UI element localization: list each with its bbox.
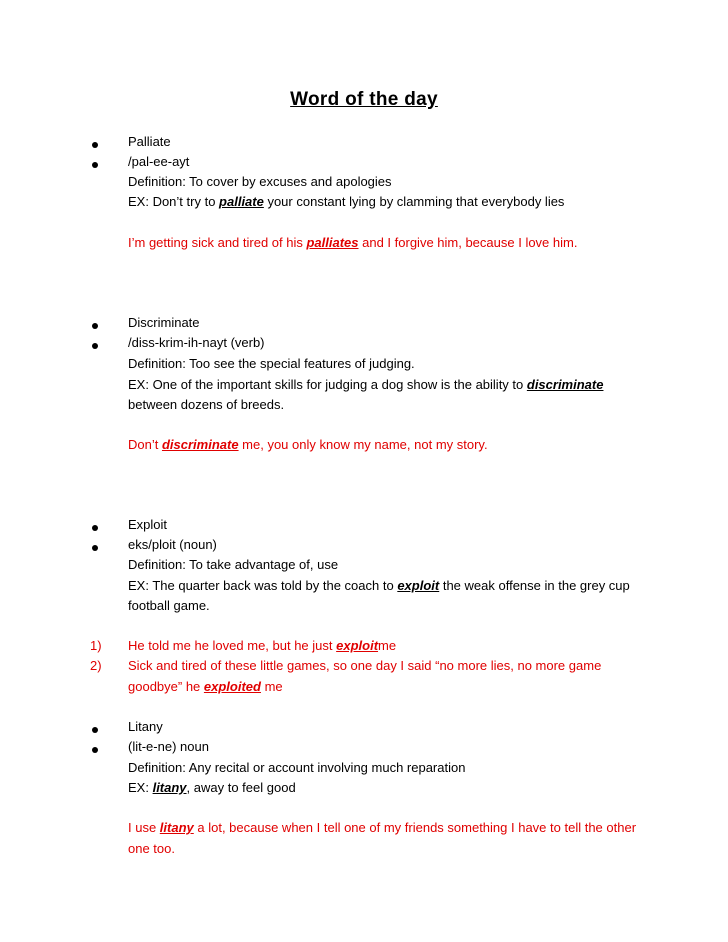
word-1-title: Palliate [128, 134, 171, 149]
word-2-sentence: Don’t discriminate me, you only know my name, not my story. [128, 437, 488, 452]
word-3-title: Exploit [128, 517, 168, 532]
word-2-pronunciation: /diss-krim-ih-nayt (verb) [128, 335, 265, 350]
word-1-example: EX: Don’t try to palliate your constant lying by clamming that everybody lies [128, 194, 565, 209]
list-number: 2) [90, 658, 102, 673]
document-title: Word of the day [290, 89, 438, 110]
word-2-example-line2: between dozens of breeds. [128, 397, 285, 412]
word-4-sentence-line2: one too. [128, 841, 175, 856]
list-number: 1) [90, 638, 102, 653]
word-4-definition: Definition: Any recital or account involving much reparation [128, 760, 466, 775]
word-4-example: EX: litany, away to feel good [128, 780, 296, 795]
word-4-pronunciation: (lit-e-ne) noun [128, 739, 209, 754]
word-1-definition: Definition: To cover by excuses and apologies [128, 174, 392, 189]
word-3-pronunciation: eks/ploit (noun) [128, 537, 217, 552]
bullet-icon [92, 545, 98, 551]
word-1-pronunciation: /pal-ee-ayt [128, 154, 190, 169]
bullet-icon [92, 323, 98, 329]
word-3-sentence-1: He told me he loved me, but he just exploitme [128, 638, 397, 653]
bullet-icon [92, 747, 98, 753]
word-3-example-line2: football game. [128, 598, 210, 613]
bullet-icon [92, 162, 98, 168]
word-4-title: Litany [128, 719, 163, 734]
word-3-definition: Definition: To take advantage of, use [128, 557, 339, 572]
word-4-sentence: I use litany a lot, because when I tell one of my friends something I have to tell the other [128, 820, 637, 835]
word-3-example: EX: The quarter back was told by the coach to exploit the weak offense in the grey cup [128, 578, 630, 593]
word-3-sentence-2: Sick and tired of these little games, so one day I said “no more lies, no more game [128, 658, 602, 673]
word-2-title: Discriminate [128, 315, 200, 330]
bullet-icon [92, 343, 98, 349]
word-2-example: EX: One of the important skills for judging a dog show is the ability to discriminate [128, 377, 604, 392]
bullet-icon [92, 727, 98, 733]
bullet-icon [92, 525, 98, 531]
bullet-icon [92, 142, 98, 148]
word-1-sentence: I’m getting sick and tired of his palliates and I forgive him, because I love him. [128, 235, 578, 250]
word-3-sentence-2-line2: goodbye” he exploited me [128, 679, 283, 694]
word-2-definition: Definition: Too see the special features of judging. [128, 356, 415, 371]
